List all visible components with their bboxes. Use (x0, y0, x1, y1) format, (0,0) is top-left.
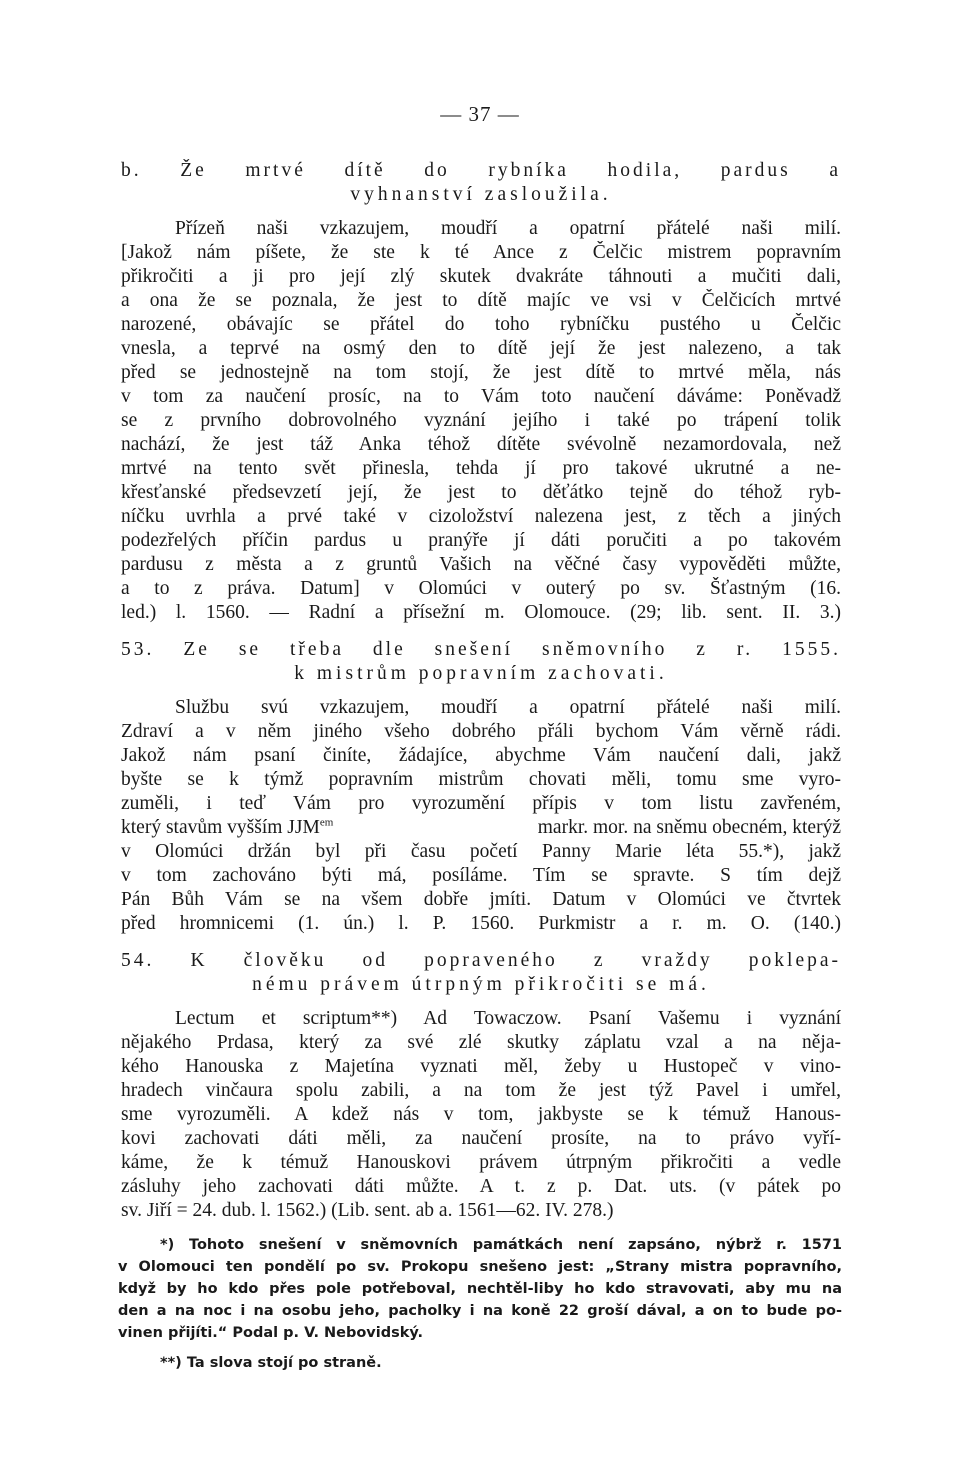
text-line: nachází, že jest táž Anka téhož dítěte svévolně nezamordovala, než (121, 434, 841, 455)
section-b-heading: b. Že mrtvé dítě do rybníka hodila, pardus a (121, 160, 841, 181)
section-54-heading-cont: nému právem útrpným přikročiti se má. (252, 974, 710, 995)
text-line: Lectum et scriptum**) Ad Towaczow. Psaní Vašemu i vyznání (175, 1008, 841, 1029)
text-line: se z prvního dobrovolného vyznání jejího i také po trápení tolik (121, 410, 841, 431)
text-line: nějakého Prdasa, který za své zlé skutky záplatu vzal a na něja- (121, 1032, 841, 1053)
section-53-heading-cont: k mistrům popravním zachovati. (294, 663, 668, 684)
text-fragment (121, 816, 333, 840)
section-53-heading: 53. Ze se třeba dle snešení sněmovního z r. 1555. (121, 639, 841, 660)
text-line: led.) l. 1560. — Radní a přísežní m. Olomouce. (29; lib. sent. II. 3.) (121, 602, 841, 623)
footnote-line: když by ho kdo přes pole potřeboval, nechtěl-liby ho kdo stravovati, aby mu na (118, 1281, 842, 1297)
text-line: a ona že se poznala, že jest to dítě majíc ve vsi v Čelčicích mrtvé (121, 290, 841, 311)
footnote-line: **) Ta slova stojí po straně. (160, 1355, 382, 1371)
text-line (121, 816, 841, 840)
text-line: [Jakož nám píšete, že ste k té Ance z Čelčic mistrem popravním (121, 242, 841, 263)
text-fragment: markr. mor. na sněmu obecném, kterýž (537, 817, 841, 838)
superscript: em (319, 816, 334, 829)
text-line: pardusu z města a z gruntů Vašich na věčné časy vypověděti můžte, (121, 554, 841, 575)
text-line: hradech vinčaura spolu zabili, a na tom že jest týž Pavel i umřel, (121, 1080, 841, 1101)
text-line: narozené, obávajíc se přátel do toho rybníčku pustého u Čelčic (121, 314, 841, 335)
page-number: — 37 — (440, 102, 520, 126)
text-line: zásluhy jeho zachovati dáti můžte. A t. z p. Dat. uts. (v pátek po (121, 1176, 841, 1197)
text-line: Pán Bůh Vám se na všem dobře jmíti. Datum v Olomúci ve čtvrtek (121, 889, 841, 910)
text-line: kého Hanouska z Majetína vyznati měl, žeby u Hustopeč v vino- (121, 1056, 841, 1077)
section-54-heading: 54. K člověku od popraveného z vraždy poklepa- (121, 950, 841, 971)
section-b-heading-cont: vyhnanství zasloužila. (350, 184, 612, 205)
text-line: před se jednostejně na tom stojí, že jest dítě to mrtvé měla, nás (121, 362, 841, 383)
text-line: přikročiti a ji pro její zlý skutek dvakráte táhnouti a mučiti dali, (121, 266, 841, 287)
footnote-line: *) Tohoto snešení v sněmovních památkách není zapsáno, nýbrž r. 1571 (160, 1237, 842, 1253)
text-line: kovi zachovati dáti měli, za naučení prosíte, na to právo vyří- (121, 1128, 841, 1149)
text-line: sme vyrozuměli. A kdež nás v tom, jakbyste se k témuž Hanous- (121, 1104, 841, 1125)
footnote-line: den a na noc i na osobu jeho, pacholky i na koně 22 groší dával, a on to bude po- (118, 1303, 842, 1319)
text-line: Přízeň naši vzkazujem, moudří a opatrní přátelé naši milí. (175, 218, 841, 239)
text-line: byšte se k týmž popravním mistrům chovati měli, tomu sme vyro- (121, 769, 841, 790)
text-line: v Olomúci držán byl při času početí Panny Marie léta 55.*), jakž (121, 841, 841, 862)
text-part: který stavům vyšším JJM (121, 817, 320, 838)
text-line: Jakož nám psaní činíte, žádajíce, abychme Vám naučení dali, jakž (121, 745, 841, 766)
text-line: křesťanské předsevzetí její, že jest to děťátko tejně do téhož ryb- (121, 482, 841, 503)
text-line: zuměli, i teď Vám pro vyrozumění přípis v tom listu zavřeném, (121, 793, 841, 814)
text-line: sv. Jiří = 24. dub. l. 1562.) (Lib. sent. ab a. 1561—62. IV. 278.) (121, 1200, 614, 1221)
text-line: níčku uvrhla a prvé také v cizoložství nalezena jest, z těch a jiných (121, 506, 841, 527)
text-line: v tom zachováno býti má, posíláme. Tím se spravte. S tím dejž (121, 865, 841, 886)
text-line: před hromnicemi (1. ún.) l. P. 1560. Purkmistr a r. m. O. (140.) (121, 913, 841, 934)
text-line: vnesla, a teprvé na osmý den to dítě její že jest nalezeno, a tak (121, 338, 841, 359)
text-line: mrtvé na tento svět přinesla, tehda jí pro takové ukrutné a ne- (121, 458, 841, 479)
text-line: Zdraví a v něm jiného všeho dobrého přáli bychom Vám věrně rádi. (121, 721, 841, 742)
text-line: káme, že k témuž Hanouskovi právem útrpným přikročiti a vedle (121, 1152, 841, 1173)
text-line: Službu svú vzkazujem, moudří a opatrní přátelé naši milí. (175, 697, 841, 718)
text-line: a to z práva. Datum] v Olomúci v outerý po sv. Šťastným (16. (121, 578, 841, 599)
footnote-line: vinen přijíti.“ Podal p. V. Nebovidský. (118, 1325, 424, 1341)
text-line: podezřelých příčin pardus u pranýře jí dáti poručiti a po takovém (121, 530, 841, 551)
text-line: v tom za naučení prosíc, na to Vám toto naučení dáváme: Poněvadž (121, 386, 841, 407)
footnote-line: v Olomouci ten pondělí po sv. Prokopu snešeno jest: „Strany mistra popravního, (118, 1259, 842, 1275)
